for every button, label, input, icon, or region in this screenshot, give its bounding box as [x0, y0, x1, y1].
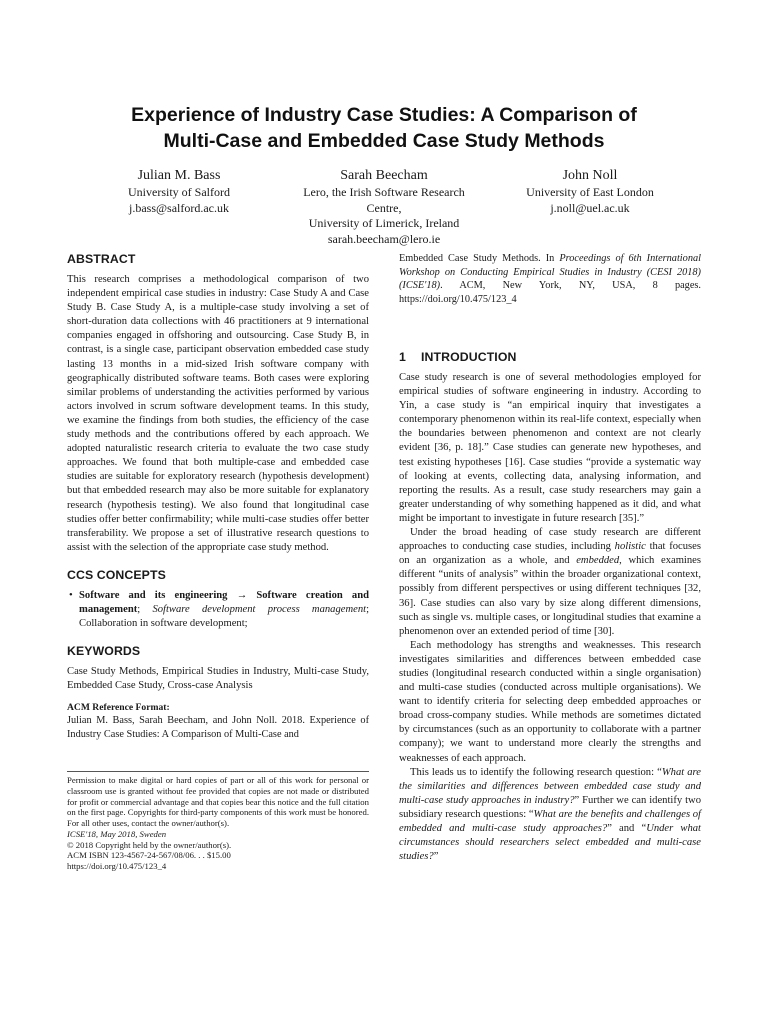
author-affiliation: University of Salford	[128, 185, 230, 199]
research-question: What are the benefits and challenges of embedded and multi-case study approaches?	[399, 808, 701, 834]
section-title: INTRODUCTION	[421, 350, 517, 364]
intro-paragraph-3: Each methodology has strengths and weaknesses. This research investigates similarities and differences between embedded case studies (longitudinal research conducted within a single organisation) and multi-case studies (conducted across multiple organisations). We want to identify criteria for selecting deep embedded approaches or broad cross-company studies. While methods are sometimes dictated by circumstances (such as an opportunity to collaborate with a partner company); we want to understand more clearly the strengths and weaknesses of each approach.	[399, 639, 701, 764]
doi-link[interactable]: https://doi.org/10.475/123_4	[67, 860, 167, 871]
text: ” Further we can identify two subsidiary research questions: “	[399, 794, 701, 820]
intro-paragraph-2	[399, 526, 701, 639]
ref-proceedings: Proceedings of 6th International Workshop on Conducting Empirical Studies in Industry (CESI 2018) (ICSE'18)	[399, 253, 701, 291]
text: This leads us to identify the following research question: “	[410, 766, 662, 778]
text: that focuses on an organization as a whole, and	[399, 541, 701, 567]
author-block-3	[495, 166, 685, 216]
introduction-section	[399, 350, 701, 864]
text: , which examines different “units of analysis” within the broader organizational context, possibly from different perspectives or using different techniques [32, 36]. Case studies can also vary by size along different dimensions, such as single vs. multiple cases, or longitudinal studies that examine a phenomenon over an extended period of time [30].	[399, 555, 702, 637]
title-line-1: Experience of Industry Case Studies: A Comparison of	[131, 104, 637, 126]
right-column	[399, 252, 701, 864]
intro-paragraph-4	[399, 766, 701, 865]
ccs-section	[67, 568, 369, 631]
acm-reference-heading: ACM Reference Format:	[67, 702, 170, 714]
author-name: Julian M. Bass	[137, 168, 221, 183]
text: ”	[433, 851, 439, 863]
venue: ICSE'18, May 2018, Sweden	[67, 828, 167, 839]
acm-reference-text: Julian M. Bass, Sarah Beecham, and John Noll. 2018. Experience of Industry Case Studies: A Comparison of Multi-Case and	[67, 715, 369, 740]
ref-text: . ACM, New York, NY, USA, 8 pages. https://doi.org/10.475/123_4	[399, 280, 701, 305]
ccs-rest: Collaboration in software development;	[79, 618, 248, 630]
keywords-section	[67, 644, 369, 693]
text: ” and “	[607, 823, 647, 834]
author-block-2	[274, 166, 494, 247]
abstract-heading: ABSTRACT	[67, 252, 136, 266]
section-number: 1	[399, 350, 406, 364]
intro-paragraph-1: Case study research is one of several methodologies employed for empirical studies of software engineering in industry. According to Yin, a case study is “an empirical inquiry that investigates a contemporary phenomenon within its real-life context, especially when the boundaries between phenomenon and context are not clearly evident [36, p. 18].” Case studies can generate new hypotheses, and test existing hypotheses [16]. Case studies “provide a systematic way of looking at events, collecting data, analysing information, and reporting the results. As a result, case study researchers may gain a greater understanding of why something happened as it did, and what might be important to investigate in future research [35].”	[399, 372, 701, 524]
author-affiliation: University of East London	[526, 185, 654, 199]
isbn: ACM ISBN 123-4567-24-567/08/06. . . $15.00	[67, 850, 231, 861]
ccs-heading: CCS CONCEPTS	[67, 567, 166, 582]
research-question: What are the similarities and differences between embedded case study and multi-case study approaches in industry?	[399, 766, 701, 806]
ccs-italic-concept: Software development process management	[152, 603, 367, 615]
ccs-bold-concept: Software and its engineering → Software creation and management	[79, 589, 369, 615]
permission-text: Permission to make digital or hard copies of part or all of this work for personal or classroom use is granted without fee provided that copies are not made or distributed for profit or commercial advantage and that copies bear this notice and the full citation on the first page. Copyrights for third-party components of this work must be honored. For all other uses, contact the owner/author(s).	[67, 775, 369, 829]
bullet: •	[69, 589, 73, 601]
author-name: John Noll	[562, 168, 618, 183]
keywords-heading: KEYWORDS	[67, 644, 141, 659]
acm-reference-continued	[399, 252, 701, 306]
research-question: Under what circumstances should researchers select embedded and multi-case studies?	[399, 823, 701, 863]
author-email: sarah.beecham@lero.ie	[327, 231, 441, 246]
term-embedded: embedded	[576, 555, 620, 567]
author-block-1	[84, 166, 274, 216]
author-affiliation: Lero, the Irish Software Research	[303, 185, 465, 199]
text: Under the broad heading of case study research are different approaches to conducting case studies, including	[399, 527, 701, 553]
copyright: © 2018 Copyright held by the owner/author(s).	[67, 839, 232, 850]
introduction-heading	[399, 350, 701, 365]
author-affiliation: Centre,	[366, 200, 402, 215]
keywords-text: Case Study Methods, Empirical Studies in Industry, Multi-case Study, Embedded Case Study, Cross-case Analysis	[67, 666, 369, 692]
ccs-separator: ;	[137, 603, 153, 615]
author-affiliation: University of Limerick, Ireland	[308, 216, 460, 230]
paper-title	[60, 102, 708, 154]
abstract-text: This research comprises a methodological comparison of two independent empirical case studies in industry: Case Study A and Case Study B. Case Study A, is a multiple-case study involving a set of short-duration data collections with 46 practitioners at 9 international companies engaged in offshoring and outsourcing. Case Study B, in contrast, is a single case, participant observation embedded case study lasting 13 months in a mid-sized Irish software company with geographically distributed software teams. Both cases were exploring similar problems of understanding the activities performed by various actors involved in scrum software development teams. In this study, we examine the findings from both studies, the efficiency of the case study methods and the contributions offered by each approach. We adopted naturalistic research criteria to evaluate the two case study approaches. We found that both multiple-case and embedded case studies are suitable for exploratory research (hypothesis development) but that embedded research may also be more suitable for explanatory research (hypothesis testing). We also found that longitudinal case studies offer better confirmability; while multi-case studies offer better transferability. We propose a set of illustrative research questions to assist with the selection of the appropriate case study method.	[67, 274, 369, 553]
author-email: j.bass@salford.ac.uk	[128, 200, 230, 215]
author-name: Sarah Beecham	[340, 168, 428, 183]
ref-text: Embedded Case Study Methods. In	[399, 253, 560, 264]
ccs-item	[67, 589, 369, 631]
term-holistic: holistic	[614, 541, 646, 553]
ccs-separator: ;	[366, 603, 370, 615]
left-column	[67, 252, 369, 872]
permission-block	[67, 771, 369, 871]
title-line-2: Multi-Case and Embedded Case Study Methods	[163, 130, 605, 152]
author-email: j.noll@uel.ac.uk	[550, 200, 630, 215]
